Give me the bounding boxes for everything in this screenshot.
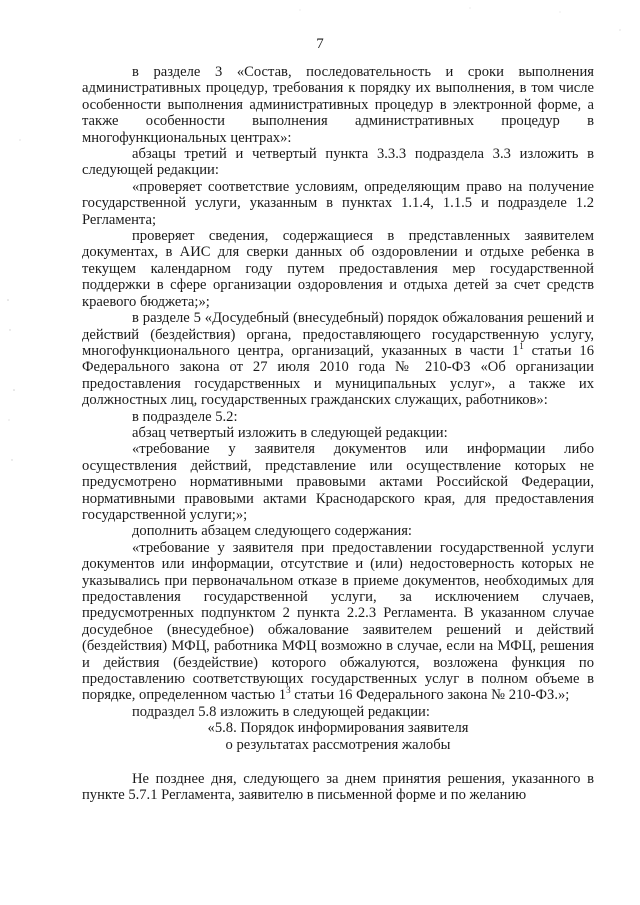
paragraph: [82, 540, 594, 704]
paragraph: в подразделе 5.2:: [132, 408, 238, 425]
paragraph: «требование у заявителя документов или информации либо осуществления действий, представление или осуществление которых не предусмотрено нормативными правовыми актами Российской Федерации, нормативными правовыми актами Краснодарского края, для предоставления государственной услуги;»;: [82, 441, 594, 523]
paragraph: абзацы третий и четвертый пункта 3.3.3 подраздела 3.3 изложить в следующей редакции:: [82, 146, 594, 179]
paragraph: подраздел 5.8 изложить в следующей редакции:: [132, 703, 430, 720]
paragraph-text: в разделе 5 «Досудебный (внесудебный) порядок обжалования решений и действий (бездействия) органа, предоставляющего государственную услугу, многофункционального центра, организаций, указанных в части 1: [82, 310, 594, 359]
section-heading-line: «5.8. Порядок информирования заявителя: [207, 720, 469, 737]
paragraph: дополнить абзацем следующего содержания:: [132, 523, 412, 540]
paragraph: проверяет сведения, содержащиеся в представленных заявителем документах, в АИС для сверки данных об оздоровлении и отдыхе ребенка в текущем календарном году путем предоставления мер государственной поддержки в сфере организации оздоровления и отдыха детей за счет средств краевого бюджета;»;: [82, 228, 594, 310]
paragraph-text: статьи 16 Федерального закона № 210-ФЗ.»;: [290, 687, 570, 704]
paragraph-text: статьи 16 Федерального закона от 27 июля 2010 года № 210-ФЗ «Об организации предоставления государственных и муниципальных услуг», а также их должностных лиц, государственных гражданских служащих, работников»:: [82, 342, 594, 409]
superscript: 3: [286, 685, 291, 696]
paragraph: Не позднее дня, следующего за днем принятия решения, указанного в пункте 5.7.1 Регламента, заявителю в письменной форме и по желанию: [82, 771, 594, 804]
superscript: 1: [519, 341, 524, 352]
paragraph: [82, 310, 594, 408]
page-number: 7: [316, 36, 324, 52]
section-heading-line: о результатах рассмотрения жалобы: [225, 736, 451, 753]
paragraph: абзац четвертый изложить в следующей редакции:: [132, 424, 448, 441]
document-body: [82, 64, 594, 804]
paragraph: в разделе 3 «Состав, последовательность и сроки выполнения административных процедур, требования к порядку их выполнения, в том числе особенности выполнения административных процедур в электронной форме, а также особенности выполнения административных процедур в многофункциональных центрах»:: [82, 64, 594, 146]
paragraph: «проверяет соответствие условиям, определяющим право на получение государственной услуги, указанным в пунктах 1.1.4, 1.1.5 и подразделе 1.2 Регламента;: [82, 178, 594, 228]
paragraph-text: «требование у заявителя при предоставлении государственной услуги документов или информации, отсутствие и (или) недостоверность которых не указывались при первоначальном отказе в приеме документов, необходимых для предоставления государственной услуги, за исключением случаев, предусмотренных подпунктом 2 пункта 2.2.3 Регламента. В указанном случае досудебное (внесудебное) обжалование заявителем решений и действий (бездействия) МФЦ, работника МФЦ возможно в случае, если на МФЦ, решения и действия (бездействие) которого обжалуются, возложена функция по предоставлению соответствующих государственных услуг в полном объеме в порядке, определенном частью 1: [82, 539, 594, 704]
